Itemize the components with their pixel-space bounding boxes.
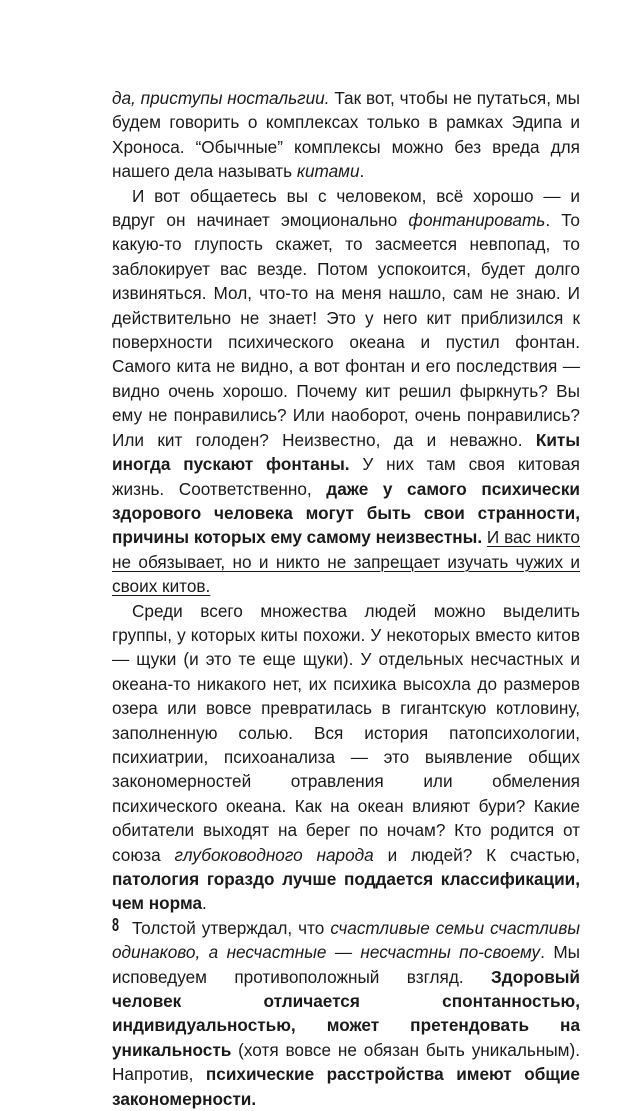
text-run: (хотя вовсе не обязан быть уникальным). Напротив, — [112, 1039, 580, 1085]
text-run: . — [202, 893, 207, 914]
paragraph-4 — [112, 916, 580, 1111]
text-run: и людей? К счастью, — [373, 844, 580, 865]
italic-text: китами — [296, 161, 360, 182]
page-number: 8 — [112, 915, 120, 935]
bold-text: Здоровый человек отличается спонтанностью, индивидуальностью, может претендовать на уникальность — [112, 966, 580, 1060]
bold-text: патология гораздо лучше поддается классификации, чем норма — [112, 869, 580, 914]
italic-text: глубоководного народа — [174, 844, 374, 865]
bold-text: Киты иногда пускают фонтаны. — [112, 429, 580, 475]
bold-text: даже у самого психически здорового человека могут быть свои странности, причины которых ему самому неизвестны. — [112, 478, 580, 548]
text-run: Так вот, чтобы не путаться, мы будем говорить о комплексах только в рамках Эдипа и Хроноса. “Обычные” комплексы можно без вреда для нашего дела называть — [112, 88, 580, 182]
paragraph-3 — [112, 599, 580, 916]
text-run: . — [359, 161, 365, 182]
bold-text: психические расстройства имеют общие закономерности. — [112, 1064, 580, 1109]
underlined-text: И вас никто не обязывает, но и никто не запрещает изучать чужих и своих китов. — [112, 527, 580, 597]
text-run: И вот общаетесь вы с человеком, всё хорошо — и вдруг он начинает эмоционально — [112, 185, 580, 231]
paragraph-1 — [112, 86, 580, 184]
body-text — [112, 86, 580, 1111]
text-run: Среди всего множества людей можно выделить группы, у которых киты похожи. У некоторых вместо китов — щуки (и это те еще щуки). У отдельных несчастных и океана-то никакого нет, их психика высохла до размеров озера или вовсе превратилась в гигантскую котловину, заполненную солью. Вся история патопсихологии, психиатрии, психоанализа — это выявление общих закономерностей отравления или обмеления психического океана. Как на океан влияют бури? Какие обитатели выходят на берег по ночам? Кто родится от союза — [112, 600, 580, 865]
text-run: . То какую-то глупость скажет, то засмеется невпопад, то заблокирует вас везде. Потом успокоится, будет долго извиняться. Мол, что-то на меня нашло, сам не знаю. И действительно не знает! Это у него кит приблизился к поверхности психического океана и пустил фонтан. Самого кита не видно, а вот фонтан и его последствия — видно очень хорошо. Почему кит решил фыркнуть? Вы ему не понравились? Или наоборот, очень понравились? Или кит голоден? Неизвестно, да и неважно. — [112, 210, 580, 450]
italic-text: фонтанировать — [408, 210, 546, 231]
text-run: Толстой утверждал, что — [132, 917, 331, 938]
text-run: . Мы исповедуем противоположный взгляд. — [112, 942, 580, 987]
paragraph-2 — [112, 184, 580, 599]
italic-text: да, приступы ностальгии. — [112, 88, 330, 108]
text-run: У них там своя китовая жизнь. Соответственно, — [112, 454, 580, 499]
italic-text: счастливые семьи счастливы одинаково, а несчастные — несчастны по-своему — [112, 917, 580, 963]
